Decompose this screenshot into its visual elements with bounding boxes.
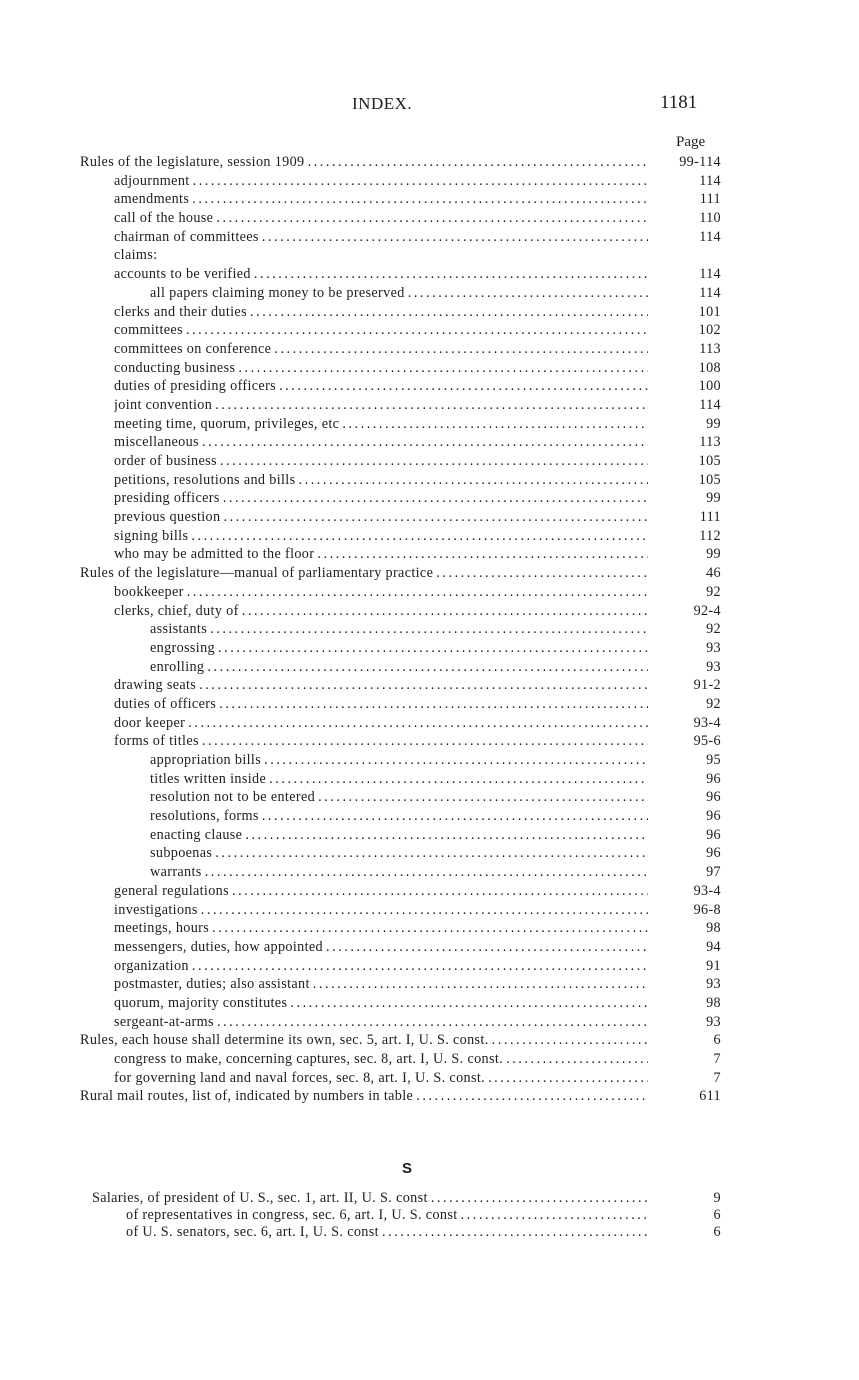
- index-entry: [0, 844, 859, 863]
- entry-page: 108: [698, 359, 721, 376]
- entry-page: 96: [706, 770, 721, 787]
- entry-page: 98: [706, 920, 721, 937]
- entry-label: committees on conference . . .: [114, 340, 648, 359]
- entry-label: Rules of the legislature—manual of parliamentary practice . . .: [80, 564, 648, 583]
- index-entry: [0, 377, 859, 396]
- entry-page: 6: [713, 1032, 721, 1049]
- index-entry: [0, 919, 859, 938]
- entry-label: joint convention . . .: [114, 396, 648, 415]
- entry-label: organization . . .: [114, 957, 648, 976]
- entry-label: order of business . . .: [114, 452, 648, 471]
- page-title: INDEX.: [352, 94, 413, 113]
- section-s-entries: [0, 1190, 859, 1241]
- entry-page: 99: [706, 490, 721, 507]
- entry-label: presiding officers . . .: [114, 489, 648, 508]
- index-entry: [0, 508, 859, 527]
- index-entry: [0, 770, 859, 789]
- entry-label: drawing seats . . .: [114, 676, 648, 695]
- entry-label: duties of officers . . .: [114, 695, 648, 714]
- entry-label: investigations . . .: [114, 901, 648, 920]
- entry-page: 93: [706, 639, 721, 656]
- entry-label: congress to make, concerning captures, sec. 8, art. I, U. S. const. . . .: [114, 1050, 648, 1069]
- entry-label: chairman of committees . . .: [114, 228, 648, 247]
- entry-page: 91-2: [693, 677, 721, 694]
- entry-label: subpoenas . . .: [150, 844, 648, 863]
- index-entry: [0, 1190, 859, 1207]
- entry-page: 114: [699, 266, 721, 283]
- entry-label: assistants . . .: [150, 620, 648, 639]
- entry-label: resolution not to be entered . . .: [150, 788, 648, 807]
- entry-label: claims:: [114, 247, 158, 264]
- entry-label: committees . . .: [114, 321, 648, 340]
- index-entry: [0, 639, 859, 658]
- entry-label: bookkeeper . . .: [114, 583, 648, 602]
- index-entry: [0, 172, 859, 191]
- index-entries: [0, 153, 859, 1106]
- entry-page: 114: [699, 284, 721, 301]
- index-entry: [0, 415, 859, 434]
- index-entry: [0, 1069, 859, 1088]
- entry-page: 93-4: [693, 714, 721, 731]
- entry-label: enrolling . . .: [150, 658, 648, 677]
- entry-page: 100: [698, 378, 721, 395]
- entry-page: 96-8: [693, 901, 721, 918]
- entry-page: 105: [698, 453, 721, 469]
- index-entry: [0, 1013, 859, 1032]
- entry-page: 111: [699, 191, 721, 208]
- index-entry: [0, 901, 859, 920]
- entry-page: 99-114: [679, 154, 721, 170]
- entry-page: 96: [706, 808, 721, 825]
- index-entry: [0, 564, 859, 583]
- index-entry: [0, 620, 859, 639]
- entry-label: amendments . . .: [114, 190, 648, 209]
- entry-page: 93: [706, 976, 721, 993]
- index-entry: [0, 714, 859, 733]
- entry-label: conducting business . . .: [114, 359, 648, 378]
- entry-page: 46: [706, 565, 721, 582]
- entry-page: 92: [706, 621, 721, 638]
- index-entry: [0, 545, 859, 564]
- page-column-label: Page: [676, 134, 706, 150]
- index-entry: [0, 1224, 859, 1241]
- entry-page: 99: [706, 415, 721, 432]
- entry-page: 99: [706, 546, 721, 563]
- entry-page: 92: [706, 583, 721, 600]
- entry-label: Rural mail routes, list of, indicated by numbers in table . . .: [80, 1087, 648, 1106]
- index-entry: [0, 340, 859, 359]
- index-entry: [0, 602, 859, 621]
- entry-label: enacting clause . . .: [150, 826, 648, 845]
- entry-label: sergeant-at-arms . . .: [114, 1013, 648, 1032]
- index-entry: [0, 994, 859, 1013]
- index-entry: [0, 1031, 859, 1050]
- index-entry: [0, 1087, 859, 1106]
- index-entry: [0, 303, 859, 322]
- entry-label: meetings, hours . . .: [114, 919, 648, 938]
- entry-label: clerks, chief, duty of . . .: [114, 602, 648, 621]
- entry-page: 91: [706, 957, 721, 974]
- entry-page: 111: [699, 509, 721, 526]
- index-entry: [0, 246, 859, 265]
- index-entry: [0, 751, 859, 770]
- entry-page: 94: [706, 938, 721, 955]
- index-entry: [0, 471, 859, 490]
- entry-page: 9: [713, 1190, 721, 1206]
- entry-label: engrossing . . .: [150, 639, 648, 658]
- entry-page: 611: [699, 1088, 721, 1105]
- running-head: [0, 94, 859, 118]
- index-entry: [0, 882, 859, 901]
- index-entry: [0, 153, 859, 172]
- section-letter: S: [402, 1160, 413, 1177]
- entry-page: 95: [706, 752, 721, 768]
- index-entry: [0, 321, 859, 340]
- index-entry: [0, 209, 859, 228]
- index-entry: [0, 190, 859, 209]
- index-entry: [0, 957, 859, 976]
- entry-label: for governing land and naval forces, sec. 8, art. I, U. S. const. . . .: [114, 1069, 648, 1088]
- entry-page: 97: [706, 864, 721, 881]
- index-entry: [0, 228, 859, 247]
- entry-label: petitions, resolutions and bills . . .: [114, 471, 648, 490]
- index-entry: [0, 452, 859, 471]
- entry-label: clerks and their duties . . .: [114, 303, 648, 322]
- index-entry: [0, 975, 859, 994]
- entry-page: 7: [713, 1051, 721, 1067]
- entry-label: general regulations . . .: [114, 882, 648, 901]
- index-entry: [0, 1050, 859, 1069]
- index-entry: [0, 359, 859, 378]
- entry-label: of representatives in congress, sec. 6, art. I, U. S. const . . .: [126, 1207, 648, 1224]
- index-entry: [0, 826, 859, 845]
- index-entry: [0, 938, 859, 957]
- entry-label: postmaster, duties; also assistant . . .: [114, 975, 648, 994]
- index-entry: [0, 265, 859, 284]
- entry-label: Rules of the legislature, session 1909 . . .: [80, 153, 648, 172]
- entry-page: 112: [699, 527, 721, 544]
- entry-page: 96: [706, 789, 721, 806]
- entry-page: 96: [706, 845, 721, 862]
- entry-page: 92-4: [693, 602, 721, 619]
- entry-page: 110: [699, 210, 721, 227]
- entry-label: all papers claiming money to be preserved . . .: [150, 284, 648, 303]
- entry-page: 93-4: [693, 882, 721, 899]
- index-entry: [0, 1207, 859, 1224]
- entry-page: 93: [706, 1013, 721, 1030]
- entry-label: warrants . . .: [150, 863, 648, 882]
- entry-label: door keeper . . .: [114, 714, 648, 733]
- entry-label: signing bills . . .: [114, 527, 648, 546]
- entry-page: 113: [699, 434, 721, 451]
- entry-label: Rules, each house shall determine its own, sec. 5, art. I, U. S. const. . . .: [80, 1031, 648, 1050]
- entry-label: previous question . . .: [114, 508, 648, 527]
- entry-label: of U. S. senators, sec. 6, art. I, U. S. const . . .: [126, 1224, 648, 1241]
- entry-label: call of the house . . .: [114, 209, 648, 228]
- index-entry: [0, 527, 859, 546]
- entry-label: resolutions, forms . . .: [150, 807, 648, 826]
- entry-label: who may be admitted to the floor . . .: [114, 545, 648, 564]
- entry-label: quorum, majority constitutes . . .: [114, 994, 648, 1013]
- entry-page: 98: [706, 994, 721, 1011]
- entry-label: adjournment . . .: [114, 172, 648, 191]
- entry-label: forms of titles . . .: [114, 732, 648, 751]
- entry-page: 6: [713, 1207, 721, 1223]
- index-entry: [0, 396, 859, 415]
- index-entry: [0, 695, 859, 714]
- index-entry: [0, 807, 859, 826]
- entry-label: appropriation bills . . .: [150, 751, 648, 770]
- page-number: 1181: [660, 92, 698, 113]
- entry-label: duties of presiding officers . . .: [114, 377, 648, 396]
- entry-page: 92: [706, 695, 721, 712]
- index-entry: [0, 433, 859, 452]
- index-entry: [0, 583, 859, 602]
- entry-label: titles written inside . . .: [150, 770, 648, 789]
- entry-page: 96: [706, 826, 721, 843]
- entry-page: 7: [713, 1069, 721, 1086]
- entry-page: 93: [706, 658, 721, 675]
- index-entry: [0, 676, 859, 695]
- entry-page: 105: [698, 471, 721, 488]
- entry-page: 101: [698, 303, 721, 320]
- index-entry: [0, 489, 859, 508]
- entry-label: accounts to be verified . . .: [114, 265, 648, 284]
- entry-label: meeting time, quorum, privileges, etc . . .: [114, 415, 648, 434]
- entry-page: 114: [699, 228, 721, 245]
- index-entry: [0, 732, 859, 751]
- entry-page: 114: [699, 396, 721, 413]
- entry-page: 102: [698, 322, 721, 339]
- index-entry: [0, 788, 859, 807]
- index-entry: [0, 658, 859, 677]
- entry-page: 6: [713, 1224, 721, 1240]
- index-entry: [0, 284, 859, 303]
- entry-page: 114: [699, 172, 721, 189]
- entry-label: miscellaneous . . .: [114, 433, 648, 452]
- entry-page: 95-6: [693, 733, 721, 750]
- entry-page: 113: [699, 340, 721, 357]
- index-entry: [0, 863, 859, 882]
- entry-label: Salaries, of president of U. S., sec. 1, art. II, U. S. const . . .: [92, 1190, 648, 1207]
- entry-label: messengers, duties, how appointed . . .: [114, 938, 648, 957]
